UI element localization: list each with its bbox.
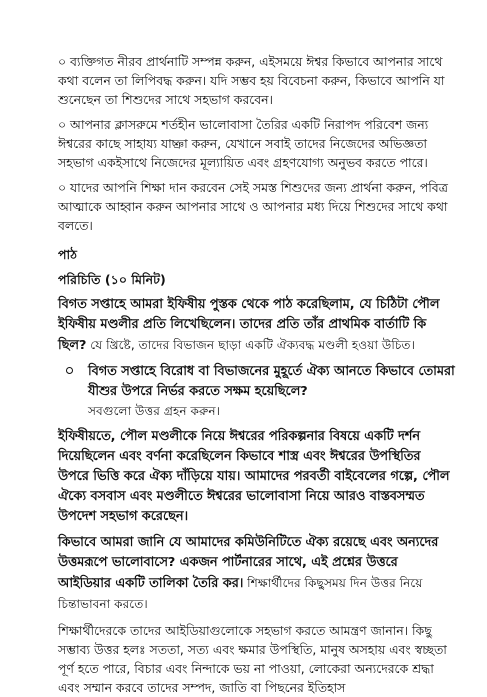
question-1-answer: যে খ্রিষ্টে, তাদের বিভাজন ছাড়া একটি ঐক্যবদ্ধ মণ্ডলী হওয়া উচিত। <box>86 338 415 352</box>
sub-question-text: বিগত সপ্তাহে বিরোধ বা বিভাজনের মুহূর্তে ঐক্য আনতে কিভাবে তোমরা যীশুর উপরে নির্ভর করতে সক্ষম হয়েছিলে? <box>88 364 455 399</box>
lesson-heading: পাঠ <box>58 247 77 262</box>
question-2-answer: শিক্ষার্থীদের কিছুসময় দিন উত্তর নিয়ে চিন্তাভাবনা করতে। <box>58 576 423 611</box>
prayer-step-1: ০ ব্যক্তিগত নীরব প্রার্থনাটি সম্পন্ন করুন, এইসময়ে ঈশ্বর কিভাবে আপনার সাথে কথা বলেন তা লিপিবদ্ধ করুন। যদি সম্ভব হয় বিবেচনা করুন, কিভাবে আপনি যা শুনেছেন তা শিশুদের সাথে সহভাগ করবেন। <box>58 54 445 107</box>
question-1 <box>58 295 455 356</box>
prayer-step-3: ০ যাদের আপনি শিক্ষা দান করবেন সেই সমস্ত শিশুদের জন্য প্রার্থনা করুন, পবিত্র আত্মাকে আহ্বান করুন আপনার সাথে ও আপনার মধ্য দিয়ে শিশুদের সাথে কথা বলতে। <box>58 180 448 233</box>
question-2 <box>58 533 455 615</box>
circle-bullet-icon <box>66 367 73 374</box>
closing-paragraph: শিক্ষার্থীদেরকে তাদের আইডিয়াগুলোকে সহভাগ করতে আমন্ত্রণ জানান। কিছু সম্ভাব্য উত্তর হলঃ সততা, সত্য এবং ক্ষমার উপস্থিতি, মানুষ অসহায় এবং স্বচ্ছতা পূর্ণ হতে পারে, বিচার এবং নিন্দাকে ভয় না পাওয়া, লোকেরা অন্যদেরকে শ্রদ্ধা এবং সম্মান করবে তাদের সম্পদ, জাতি বা পিছনের ইতিহাস <box>58 623 447 695</box>
sub-question <box>58 362 455 421</box>
question-1-text: বিগত সপ্তাহে আমরা ইফিষীয় পুস্তক থেকে পাঠ করেছিলাম, যে চিঠিটা পৌল ইফিষীয় মণ্ডলীর প্রতি লিখেছিলেন। তাদের প্রতি তাঁর প্রাথমিক বার্তাটি কি ছিল? <box>58 297 440 353</box>
intro-heading: পরিচিতি (১০ মিনিট) <box>58 272 166 287</box>
prayer-step-2: ০ আপনার ক্লাসরুমে শর্তহীন ভালোবাসা তৈরির একটি নিরাপদ পরিবেশ জন্য ঈশ্বরের কাছে সাহায্য যাচ্ঞা করুন, যেখানে সবাই তাদের নিজেদের অভিজ্ঞতা সহভাগ একইসাথে নিজেদের মূল্যায়িত এবং গ্রহণযোগ্য অনুভব করতে পারে। <box>58 117 429 170</box>
ephesians-paragraph: ইফিষীয়তে, পৌল মণ্ডলীকে নিয়ে ঈশ্বরের পরিকল্পনার বিষয়ে একটি দর্শন দিয়েছিলেন এবং বর্ণনা করেছিলেন কিভাবে শাস্ত্র এবং ঈশ্বরের উপস্থিতির উপরে ভিত্তি করে ঐক্য দাঁড়িয়ে যায়। আমাদের পরবর্তী বাইবেলের গল্পে, পৌল ঐক্যে বসবাস এবং মণ্ডলীতে ঈশ্বরের ভালোবাসা নিয়ে আরও বাস্তবসম্মত উপদেশ সহভাগ করেছেন। <box>58 429 450 524</box>
sub-question-answer: সবগুলো উত্তর গ্রহন করুন। <box>88 404 221 418</box>
question-2-text: কিভাবে আমরা জানি যে আমাদের কমিউনিটিতে ঐক্য রয়েছে এবং অন্যদের উত্তমরূপে ভালোবাসে? একজন পার্টনারের সাথে, এই প্রশ্নের উত্তরে আইডিয়ার একটি তালিকা তৈরি কর। <box>58 535 439 591</box>
